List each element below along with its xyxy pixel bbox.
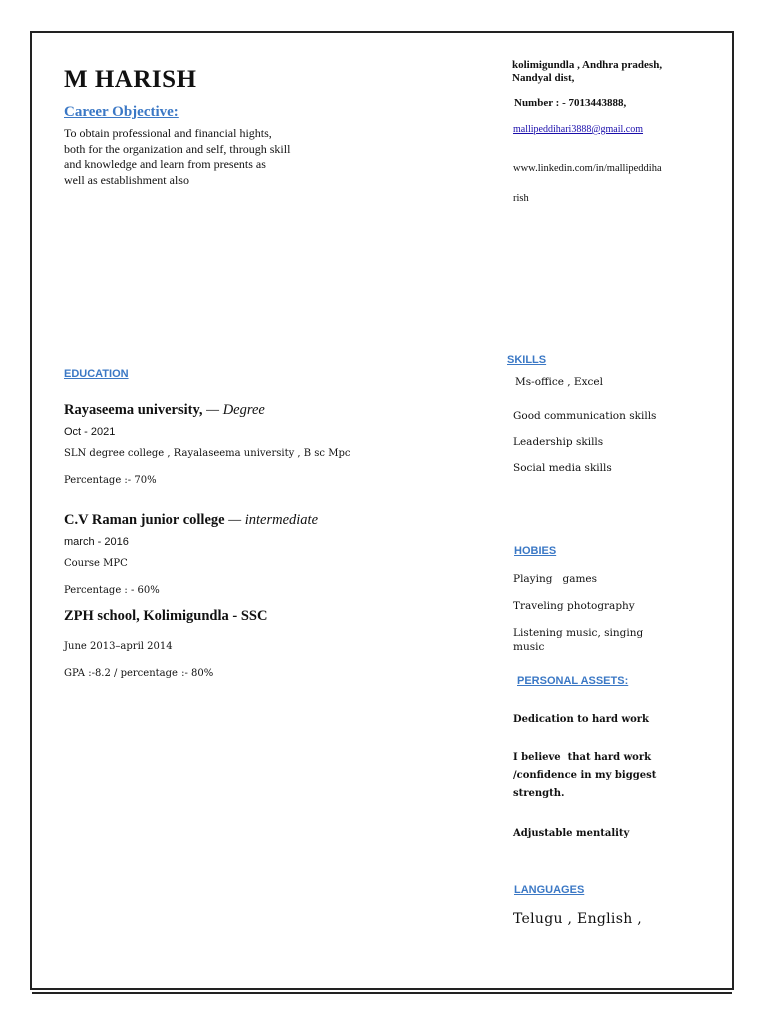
objective-line: To obtain professional and financial hights, bbox=[64, 126, 272, 140]
candidate-name: M HARISH bbox=[64, 66, 197, 93]
skill-item: Good communication skills bbox=[513, 410, 657, 422]
asset-line: I believe that hard work bbox=[513, 752, 652, 763]
contact-phone: Number : - 7013443888, bbox=[514, 97, 627, 109]
education-score: GPA :-8.2 / percentage :- 80% bbox=[64, 668, 214, 679]
education-date: June 2013–april 2014 bbox=[64, 641, 173, 652]
hobbies-heading: HOBIES bbox=[514, 545, 557, 557]
linkedin-line: rish bbox=[513, 193, 529, 204]
education-institution bbox=[64, 512, 318, 529]
skills-heading: SKILLS bbox=[507, 354, 547, 366]
asset-item: Adjustable mentality bbox=[513, 828, 630, 839]
education-institution bbox=[64, 402, 265, 419]
skill-item: Ms-office , Excel bbox=[515, 376, 603, 388]
education-detail: SLN degree college , Rayalaseema university , B sc Mpc bbox=[64, 448, 351, 459]
objective-line: well as establishment also bbox=[64, 172, 189, 187]
qualification: — intermediate bbox=[224, 512, 319, 528]
email-link[interactable]: mallipeddihari3888@gmail.com bbox=[513, 124, 644, 135]
address-line: kolimigundla , Andhra pradesh, bbox=[512, 59, 663, 71]
linkedin-text bbox=[513, 154, 662, 214]
education-score: Percentage : - 60% bbox=[64, 585, 160, 596]
address-line: Nandyal dist, bbox=[512, 72, 575, 84]
hobby-item: Traveling photography bbox=[513, 600, 635, 612]
education-date: Oct - 2021 bbox=[64, 426, 116, 438]
institution-name: Rayaseema university, bbox=[64, 402, 203, 418]
objective-line: both for the organization and self, through skill bbox=[64, 141, 291, 156]
linkedin-line: www.linkedin.com/in/mallipeddiha bbox=[513, 163, 662, 174]
qualification: — Degree bbox=[202, 402, 265, 418]
asset-line: strength. bbox=[513, 788, 565, 799]
institution-name: C.V Raman junior college bbox=[64, 512, 225, 528]
asset-item bbox=[513, 749, 656, 803]
asset-line: /confidence in my biggest bbox=[513, 770, 657, 781]
hobby-item: music bbox=[513, 641, 545, 653]
education-institution: ZPH school, Kolimigundla - SSC bbox=[64, 608, 268, 624]
career-objective-heading: Career Objective: bbox=[64, 104, 179, 120]
skill-item: Leadership skills bbox=[513, 436, 604, 448]
education-date: march - 2016 bbox=[64, 536, 129, 548]
asset-item: Dedication to hard work bbox=[513, 714, 649, 725]
objective-line: and knowledge and learn from presents as bbox=[64, 157, 266, 171]
education-score: Percentage :- 70% bbox=[64, 475, 157, 486]
languages-value: Telugu , English , bbox=[513, 911, 643, 927]
education-detail: Course MPC bbox=[64, 558, 128, 569]
languages-heading: LANGUAGES bbox=[514, 884, 585, 896]
skill-item: Social media skills bbox=[513, 462, 612, 474]
education-heading: EDUCATION bbox=[64, 368, 129, 380]
personal-assets-heading: PERSONAL ASSETS: bbox=[517, 675, 629, 687]
career-objective-text bbox=[64, 126, 290, 188]
hobby-item: Playing games bbox=[513, 573, 598, 585]
hobby-item: Listening music, singing bbox=[513, 627, 644, 639]
contact-address bbox=[512, 59, 662, 85]
